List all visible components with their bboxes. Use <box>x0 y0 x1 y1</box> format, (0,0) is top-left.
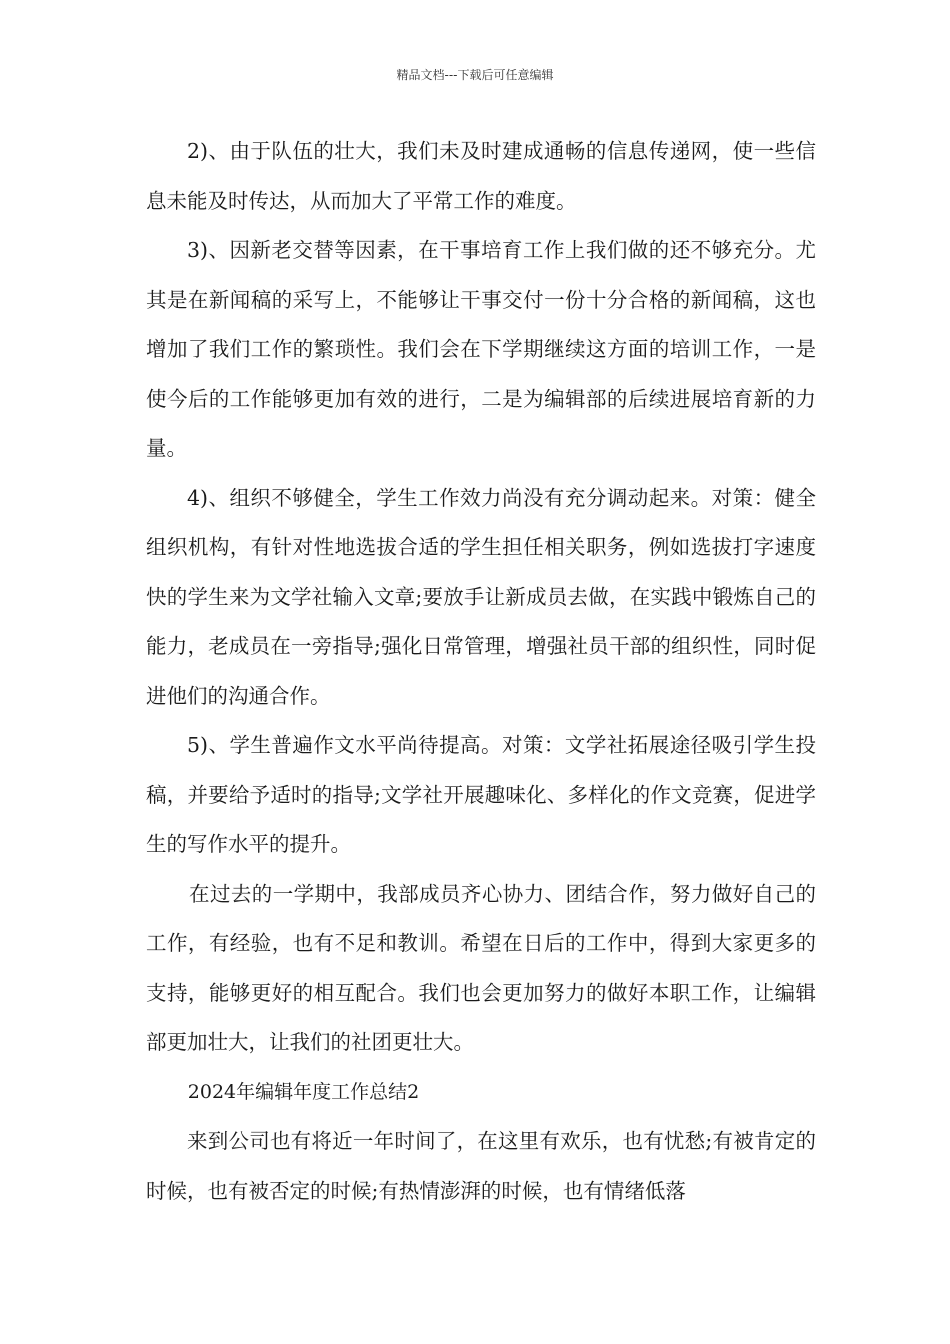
section-title: 2024年编辑年度工作总结2 <box>187 1080 420 1103</box>
paragraph-item-5: 5)、学生普遍作文水平尚待提高。对策：文学社拓展途径吸引学生投稿，并要给予适时的指导;文学社开展趣味化、多样化的作文竞赛，促进学生的写作水平的提升。 <box>146 733 816 856</box>
paragraph-summary: 在过去的一学期中，我部成员齐心协力、团结合作，努力做好自己的工作，有经验，也有不足和教训。希望在日后的工作中，得到大家更多的支持，能够更好的相互配合。我们也会更加努力的做好本职工作，让编辑部更加壮大，让我们的社团更壮大。 <box>146 881 816 1054</box>
paragraph-intro: 来到公司也有将近一年时间了，在这里有欢乐，也有忧愁;有被肯定的时候，也有被否定的时候;有热情澎湃的时候，也有情绪低落 <box>146 1129 816 1203</box>
paragraph-item-3: 3)、因新老交替等因素，在干事培育工作上我们做的还不够充分。尤其是在新闻稿的采写上，不能够让干事交付一份十分合格的新闻稿，这也增加了我们工作的繁琐性。我们会在下学期继续这方面的培训工作，一是使今后的工作能够更加有效的进行，二是为编辑部的后续进展培育新的力量。 <box>146 238 816 460</box>
paragraph-item-4: 4)、组织不够健全，学生工作效力尚没有充分调动起来。对策：健全组织机构，有针对性地选拔合适的学生担任相关职务，例如选拔打字速度快的学生来为文学社输入文章;要放手让新成员去做，在实践中锻炼自己的能力，老成员在一旁指导;强化日常管理，增强社员干部的组织性，同时促进他们的沟通合作。 <box>146 485 816 708</box>
document-body <box>146 127 816 1216</box>
page-header: 精品文档---下载后可任意编辑 <box>396 68 554 82</box>
paragraph-item-2: 2)、由于队伍的壮大，我们未及时建成通畅的信息传递网，使一些信息未能及时传达，从而加大了平常工作的难度。 <box>146 139 816 213</box>
